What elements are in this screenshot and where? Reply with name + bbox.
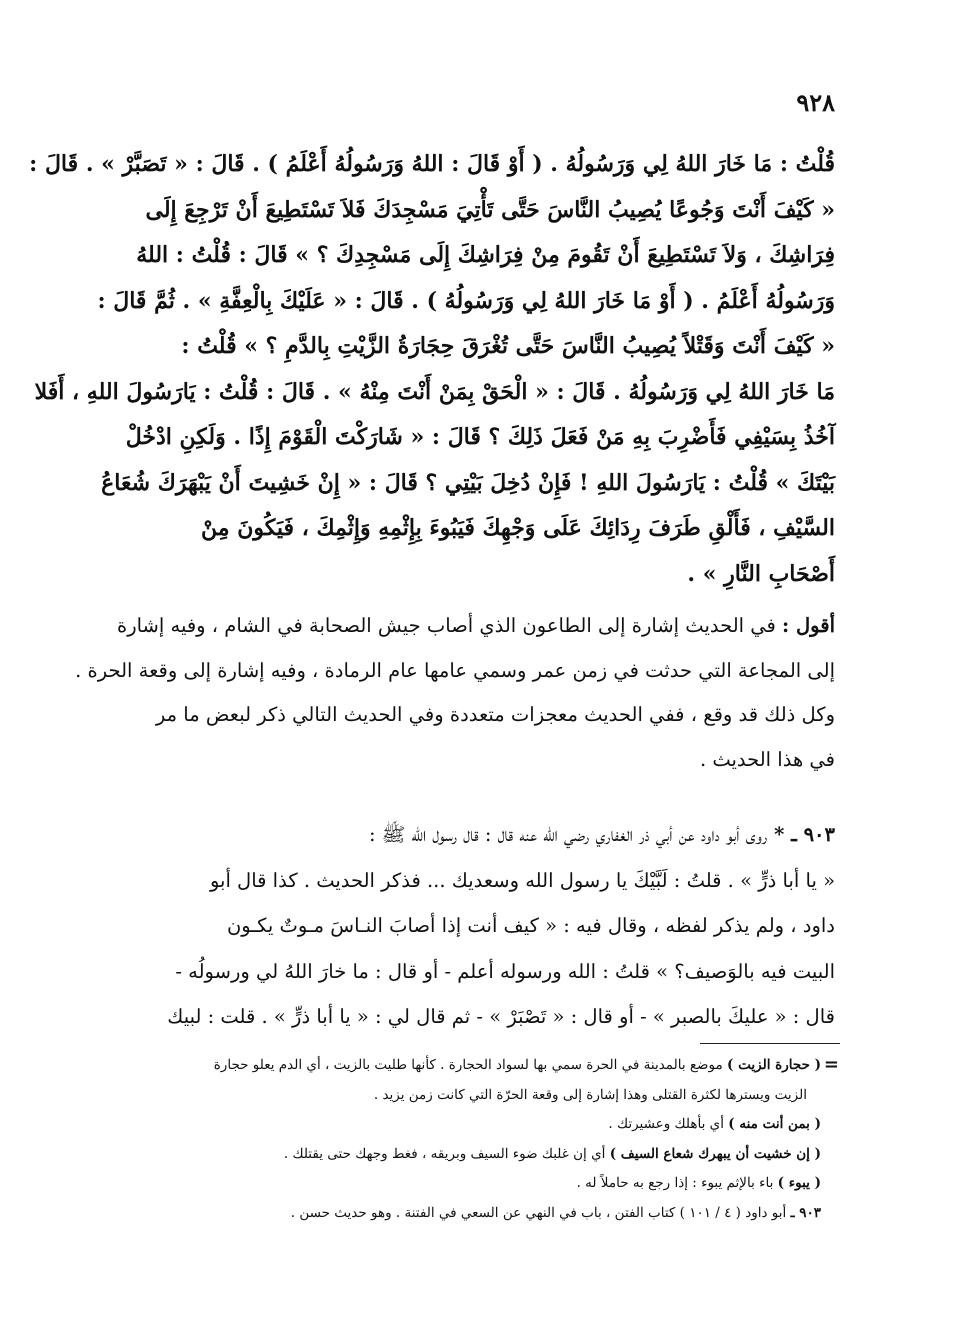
footnote-text: أبو داود ( ٤ / ١٠١ ) كتاب الفتن ، باب في النهي عن السعي في الفتنة . وهو حديث حسن .	[290, 1204, 791, 1221]
page-number: ٩٢٨	[796, 88, 835, 117]
commentary-line: وكل ذلك قد وقع ، ففي الحديث معجزات متعددة وفي الحديث التالي ذكر لبعض ما مر	[155, 703, 835, 726]
hadith-line: مَا خَارَ اللهُ لِي وَرَسُولُهُ . قَالَ : « الْحَقْ بِمَنْ أَنْتَ مِنْهُ » . قَالَ : قُلْتُ : يَارَسُولَ اللهِ ، أَفَلا	[34, 378, 835, 405]
footnote-continuation-marker: =	[823, 1054, 839, 1075]
narration-text: روى أبو داود عن أبي ذر الغفاري رضي الله عنه قال : قال رسول الله ﷺ :	[369, 823, 768, 846]
footnote-label: ٩٠٣ ـ	[790, 1204, 821, 1221]
hadith-line: « كَيْفَ أَنْتَ وَقَتْلاً يُصِيبُ النَّاسَ حَتَّى تُغْرَقَ حِجَارَةُ الزَّيْتِ بِالدَّمِ ؟ » قُلْتُ :	[181, 333, 835, 359]
hadith-line: أَصْحَابِ النَّارِ » .	[687, 560, 835, 587]
commentary-label: أقول :	[782, 614, 835, 637]
hadith-line: قُلْتُ : مَا خَارَ اللهُ لِي وَرَسُولُهُ . ( أَوْ قَالَ : اللهُ وَرَسُولُهُ أَعْلَمُ ) . قَالَ : « تَصَبَّرْ » . قَالَ :	[29, 151, 835, 177]
footnotes	[121, 1051, 821, 1228]
footnote-text: موضع بالمدينة في الحرة سمي بها لسواد الحجارة . كأنها طليت بالزيت ، أي الدم يعلو حجارة	[213, 1057, 728, 1073]
commentary-paragraph	[75, 604, 835, 782]
footnote-item	[121, 1140, 821, 1170]
footnote-text: أي إن غلبك ضوء السيف وبريقه ، فغط وجهك حتى يقتلك .	[283, 1145, 610, 1162]
commentary-text: في الحديث إشارة إلى الطاعون الذي أصاب جيش الصحابة في الشام ، وفيه إشارة	[116, 614, 783, 637]
narration-line: البيت فيه بالوَصيف؟ » قلتُ : الله ورسوله أعلم - أو قال : ما خارَ اللهُ لي ورسولُه -	[175, 959, 835, 983]
hadith-line: بَيْتَكَ » قُلْتُ : يَارَسُولَ اللهِ ! فَإِنْ دُخِلَ بَيْتِي ؟ قَالَ : « إِنْ خَشِيتَ أَنْ يَبْهَرَكَ شُعَاعُ	[101, 469, 835, 496]
footnote-item	[121, 1081, 821, 1111]
footnote-item	[121, 1169, 821, 1199]
footnote-item	[121, 1110, 821, 1140]
hadith-line: « كَيْفَ أَنْتَ وَجُوعًا يُصِيبُ النَّاسَ حَتَّى تَأْتِيَ مَسْجِدَكَ فَلاَ تَسْتَطِيعَ أَنْ تَرْجِعَ إِلَى	[145, 196, 835, 223]
hadith-text	[29, 142, 835, 597]
footnote-text: أي بأهلك وعشيرتك .	[608, 1116, 729, 1132]
hadith-line: آخُذُ بِسَيْفِي فَأَضْرِبَ بِهِ مَنْ فَعَلَ ذَلِكَ ؟ قَالَ : « شَارَكْتَ الْقَوْمَ إِذًا . وَلَكِنِ ادْخُلْ	[125, 424, 835, 450]
footnote-label: ( إن خشيت أن يبهرك شعاع السيف )	[609, 1145, 821, 1162]
footnote-source	[121, 1199, 821, 1229]
hadith-line: فِرَاشِكَ ، وَلاَ تَسْتَطِيعَ أَنْ تَقُومَ مِنْ فِرَاشِكَ إِلَى مَسْجِدِكَ ؟ » قَالَ : قُلْتُ : اللهُ	[136, 242, 835, 268]
narration-paragraph	[121, 812, 835, 1040]
footnote-label: ( حجارة الزيت )	[727, 1057, 821, 1073]
commentary-line: في هذا الحديث .	[699, 747, 835, 771]
narration-line: قال : « عليكَ بالصبر » - أو قال : « تَصْبَرْ » - ثم قال لي : « يا أبا ذرٍّ » . قلت : لبيك	[167, 1005, 835, 1028]
commentary-line	[116, 604, 835, 649]
commentary-line: إلى المجاعة التي حدثت في زمن عمر وسمي عامها عام الرمادة ، وفيه إشارة إلى وقعة الحرة .	[75, 658, 835, 682]
footnote-item	[121, 1051, 821, 1081]
footnote-divider	[700, 1043, 840, 1044]
narration-line	[121, 812, 835, 858]
footnote-label: ( بمن أنت منه )	[728, 1116, 821, 1132]
footnote-label: ( يبوء )	[777, 1175, 821, 1191]
footnote-text: الزيت ويسترها لكثرة القتلى وهذا إشارة إلى وقعة الحرّة التي كانت زمن يزيد .	[373, 1086, 807, 1103]
narration-line: داود ، ولم يذكر لفظه ، وقال فيه : « كيف أنت إذا أصابَ النـاسَ مـوتٌ يكـون	[226, 914, 835, 937]
footnote-text: باء بالإثم يبوء : إذا رجع به حاملاً له .	[576, 1175, 778, 1191]
hadith-line: وَرَسُولُهُ أَعْلَمُ . ( أَوْ مَا خَارَ اللهُ لِي وَرَسُولُهُ ) . قَالَ : « عَلَيْكَ بِالْعِفَّةِ » . ثُمَّ قَالَ :	[97, 287, 835, 314]
hadith-line: السَّيْفِ ، فَأَلْقِ طَرَفَ رِدَائِكَ عَلَى وَجْهِكَ فَيَبُوءَ بِإِثْمِهِ وَإِثْمِكَ ، فَيَكُونَ مِنْ	[201, 515, 835, 541]
narration-number: ٩٠٣ ـ *	[767, 823, 835, 846]
narration-line: « يا أبا ذرٍّ » . قلتُ : لَبَّيْكَ يا رسول الله وسعديك ... فذكر الحديث . كذا قال أبو	[209, 868, 835, 892]
